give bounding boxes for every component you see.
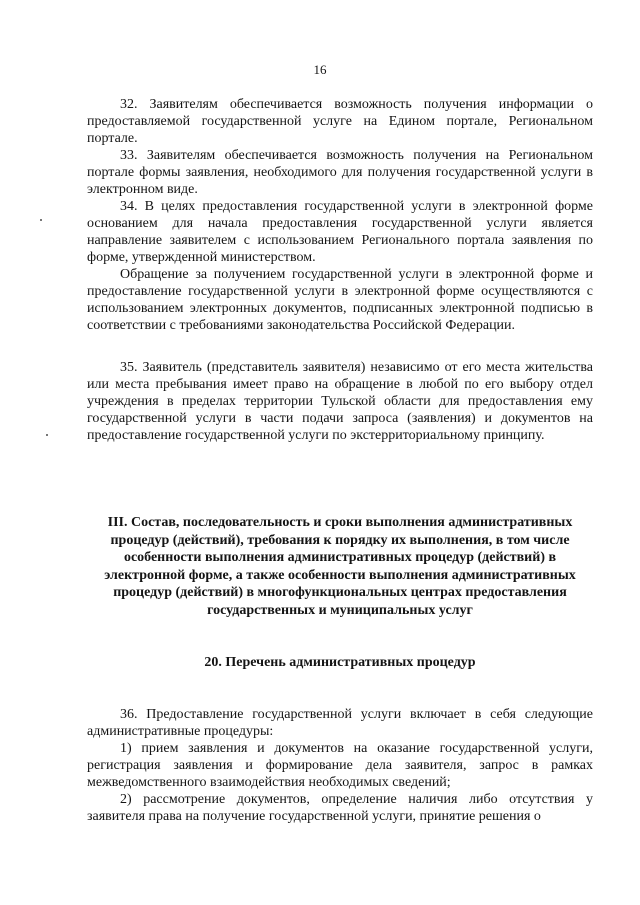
paragraph-electronic-request: Обращение за получением государственной услуги в электронной форме и предоставление государственной услуги в электронной форме осуществляются с использованием электронных документов, подписанных электронной подписью в соответствии с требованиями законодательства Российской Федерации. [87,267,593,333]
paragraph-32: 32. Заявителям обеспечивается возможность получения информации о предоставляемой государственной услуге на Едином портале, Региональном портале. [87,97,593,146]
scan-speck [46,434,48,436]
subsection-heading: 20. Перечень административных процедур [204,655,476,670]
paragraph-34: 34. В целях предоставления государственной услуги в электронной форме основанием для начала предоставления государственной услуги является направление заявителем с использованием Регионального портала заявления по форме, утвержденной министерством. [87,199,593,265]
section-heading: III. Состав, последовательность и сроки выполнения административных процедур (действий), требования к порядку их выполнения, в том числе особенности выполнения административных процедур (действий) в электронной форме, а также особенности выполнения административных процедур (действий) в многофункциональных центрах предоставления государственных и муниципальных услуг [104,515,576,618]
list-item-1: 1) прием заявления и документов на оказание государственной услуги, регистрация заявления и формирование дела заявителя, запрос в рамках межведомственного взаимодействия необходимых сведений; [87,741,593,790]
scan-speck [40,219,42,221]
list-item-2: 2) рассмотрение документов, определение наличия либо отсутствия у заявителя права на получение государственной услуги, принятие решения о [87,792,593,824]
paragraph-36: 36. Предоставление государственной услуги включает в себя следующие административные процедуры: [87,707,593,739]
paragraph-33: 33. Заявителям обеспечивается возможность получения на Региональном портале формы заявления, необходимого для получения государственной услуги в электронном виде. [87,148,593,197]
page-number: 16 [313,62,327,77]
paragraph-35: 35. Заявитель (представитель заявителя) независимо от его места жительства или места пребывания имеет право на обращение в любой по его выбору отдел учреждения в пределах территории Тульской области для предоставления ему государственной услуги в части подачи запроса (заявления) и документов на предоставление государственной услуги по экстерриториальному принципу. [87,360,593,443]
